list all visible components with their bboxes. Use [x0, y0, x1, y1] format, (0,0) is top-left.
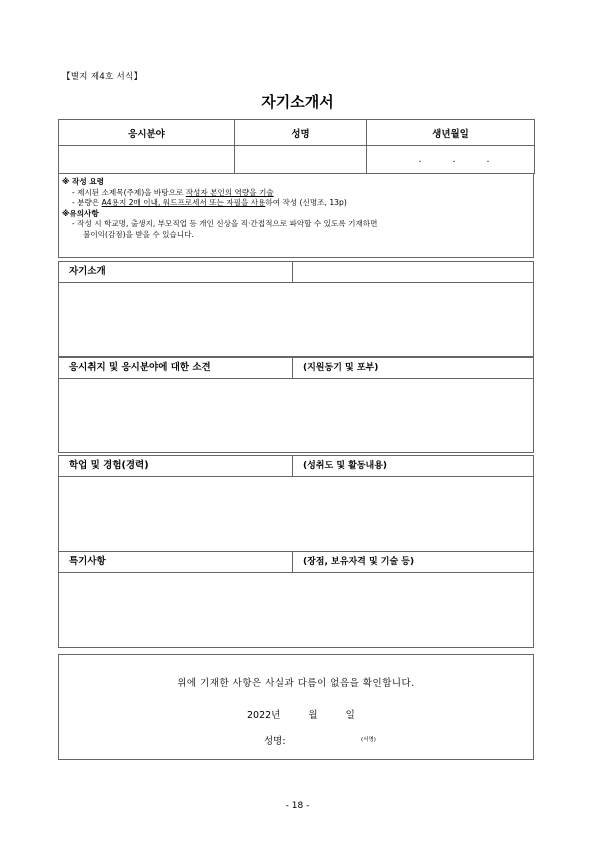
- section-title: 응시취지 및 응시분야에 대한 소견: [59, 358, 293, 378]
- special-notes-text-area[interactable]: [59, 573, 533, 647]
- writing-guide-item-1: - 제시된 소제목(주제)을 바탕으로 작성자 본인의 역량을 기술: [72, 187, 274, 197]
- date-year: 2022년: [247, 710, 281, 721]
- header-birth-date: 생년월일: [367, 120, 535, 146]
- section-title: 특기사항: [59, 552, 293, 572]
- signature-label: 성명:: [264, 736, 286, 747]
- page-number: - 18 -: [285, 801, 310, 811]
- caution-item-1-continued: 불이익(감점)을 받을 수 있습니다.: [83, 229, 194, 239]
- caution-item-1: - 작성 시 학교명, 출생지, 부모직업 등 개인 신상을 직·간접적으로 파악할 수 있도록 기재하면: [72, 219, 378, 228]
- section-education-experience: [58, 455, 534, 552]
- section-subtitle: [293, 262, 303, 282]
- applicant-info-table: [58, 119, 535, 174]
- section-subtitle: (성취도 및 활동내용): [303, 461, 388, 471]
- month-dot: .: [452, 154, 458, 165]
- writing-guide-heading: ※ 작성 요령: [62, 177, 105, 186]
- day-dot: .: [486, 154, 492, 165]
- section-subtitle: (장점, 보유자격 및 기술 등): [303, 557, 415, 567]
- confirmation-statement: 위에 기재한 사항은 사실과 다름이 없음을 확인합니다.: [177, 678, 415, 689]
- confirmation-box: [58, 654, 534, 760]
- section-motivation: [58, 357, 534, 453]
- date-day: 일: [345, 710, 355, 721]
- date-line: [247, 707, 355, 721]
- document-title: 자기소개서: [261, 93, 334, 111]
- application-field-input[interactable]: [59, 146, 235, 174]
- birth-date-input[interactable]: [367, 146, 535, 174]
- caution-heading: ※유의사항: [62, 208, 99, 218]
- header-name: 성명: [235, 120, 367, 146]
- header-application-field: 응시분야: [59, 120, 235, 146]
- year-dot: .: [418, 154, 424, 165]
- self-introduction-text-area[interactable]: [59, 283, 533, 356]
- section-title: 학업 및 경험(경력): [59, 456, 293, 476]
- motivation-text-area[interactable]: [59, 379, 533, 452]
- writing-guide-item-2: - 분량은 A4용지 2매 이내, 워드프로세서 또는 자필을 사용하여 작성 (신명조, 13p): [72, 198, 347, 207]
- education-experience-text-area[interactable]: [59, 477, 533, 551]
- name-input[interactable]: [235, 146, 367, 174]
- section-subtitle: (지원동기 및 포부): [303, 363, 379, 373]
- section-self-introduction: [58, 261, 534, 357]
- form-number-label: 【별지 제4호 서식】: [62, 72, 143, 82]
- section-title: 자기소개: [59, 262, 293, 282]
- date-month: 월: [308, 710, 318, 721]
- instructions-box: [58, 173, 534, 258]
- section-special-notes: [58, 551, 534, 648]
- signature-mark[interactable]: (서명): [361, 737, 376, 743]
